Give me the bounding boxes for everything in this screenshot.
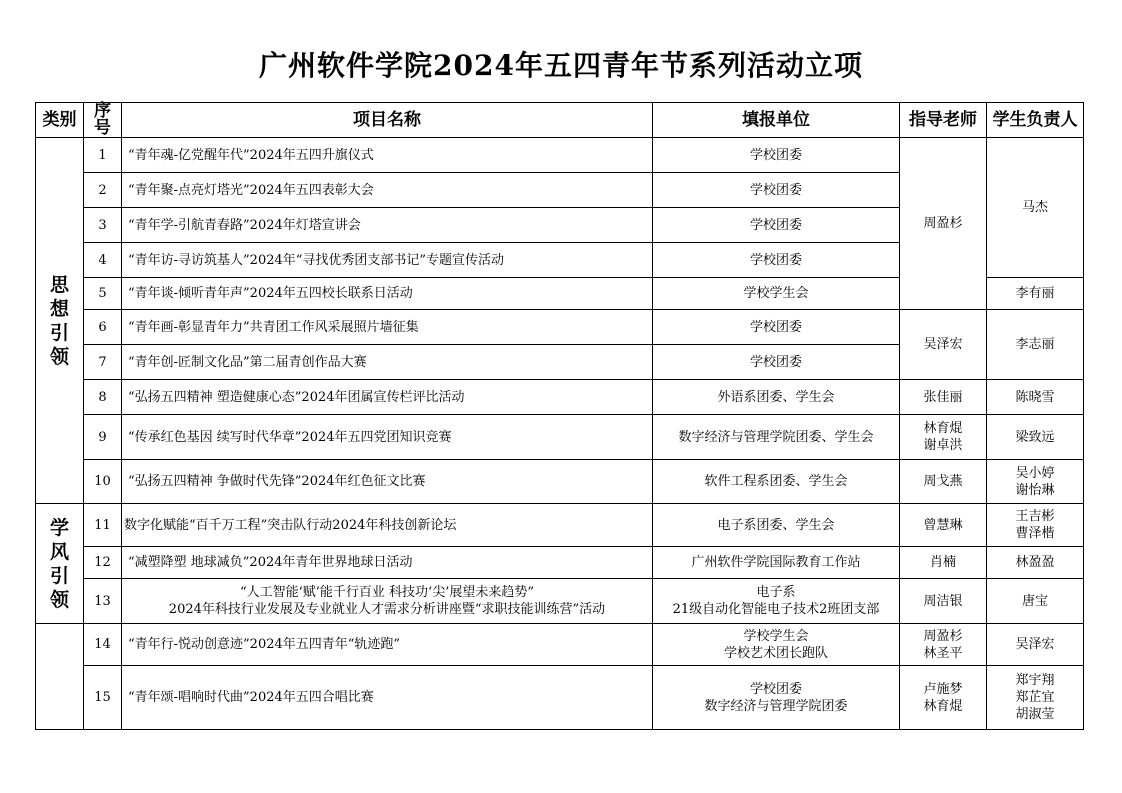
row-number: 15 <box>84 666 122 730</box>
row-number: 5 <box>84 278 122 310</box>
student: 马杰 <box>987 138 1084 278</box>
project-table <box>35 102 1084 730</box>
row-number: 2 <box>84 173 122 208</box>
project-name: “青年聚-点亮灯塔光”2024年五四表彰大会 <box>122 173 653 208</box>
project-name: “青年创-匠制文化品”第二届青创作品大赛 <box>122 345 653 380</box>
unit: 学校学生会 <box>653 278 900 310</box>
student: 郑宇翔 郑芷宜 胡淑莹 <box>987 666 1084 730</box>
unit: 学校团委 <box>653 208 900 243</box>
category-other <box>36 624 84 730</box>
teacher: 周盈杉 林圣平 <box>900 624 987 666</box>
teacher: 曾慧琳 <box>900 504 987 547</box>
teacher: 周戈燕 <box>900 460 987 504</box>
project-name: “青年行-悦动创意迹”2024年五四青年“轨迹跑” <box>122 624 653 666</box>
header-teacher: 指导老师 <box>900 103 987 138</box>
student: 王吉彬 曹泽楷 <box>987 504 1084 547</box>
student: 林盈盈 <box>987 547 1084 579</box>
row-number: 4 <box>84 243 122 278</box>
unit: 学校团委 <box>653 243 900 278</box>
project-name: “减塑降塑 地球减负”2024年青年世界地球日活动 <box>122 547 653 579</box>
project-name: “青年颂-唱响时代曲”2024年五四合唱比赛 <box>122 666 653 730</box>
category-study: 学 风 引 领 <box>36 504 84 624</box>
page-title: 广州软件学院2024年五四青年节系列活动立项 <box>259 49 863 82</box>
project-name: “弘扬五四精神 塑造健康心态”2024年团属宣传栏评比活动 <box>122 380 653 415</box>
project-name: “人工智能‘赋’能千行百业 科技功‘尖’展望未来趋势” 2024年科技行业发展及专业就业人才需求分析讲座暨“求职技能训练营”活动 <box>122 579 653 624</box>
table-row <box>36 310 1084 345</box>
row-number: 14 <box>84 624 122 666</box>
table-row <box>36 460 1084 504</box>
table-row <box>36 666 1084 730</box>
table-header-row <box>36 103 1084 138</box>
table-row <box>36 380 1084 415</box>
header-category: 类别 <box>36 103 84 138</box>
unit: 学校团委 <box>653 345 900 380</box>
table-row <box>36 504 1084 547</box>
table-row <box>36 415 1084 460</box>
row-number: 9 <box>84 415 122 460</box>
table-row <box>36 547 1084 579</box>
student: 李志丽 <box>987 310 1084 380</box>
row-number: 8 <box>84 380 122 415</box>
unit: 外语系团委、学生会 <box>653 380 900 415</box>
row-number: 3 <box>84 208 122 243</box>
student: 唐宝 <box>987 579 1084 624</box>
table-row <box>36 624 1084 666</box>
header-student: 学生负责人 <box>987 103 1084 138</box>
teacher: 周洁银 <box>900 579 987 624</box>
student: 陈晓雪 <box>987 380 1084 415</box>
row-number: 12 <box>84 547 122 579</box>
project-name: “青年画-彰显青年力”共青团工作风采展照片墙征集 <box>122 310 653 345</box>
row-number: 1 <box>84 138 122 173</box>
header-number: 序号 <box>84 103 122 138</box>
project-name: “青年访-寻访筑基人”2024年“寻找优秀团支部书记”专题宣传活动 <box>122 243 653 278</box>
student: 吴泽宏 <box>987 624 1084 666</box>
teacher: 林育焜 谢卓洪 <box>900 415 987 460</box>
category-thought: 思 想 引 领 <box>36 138 84 504</box>
student: 梁致远 <box>987 415 1084 460</box>
row-number: 6 <box>84 310 122 345</box>
student: 李有丽 <box>987 278 1084 310</box>
header-unit: 填报单位 <box>653 103 900 138</box>
project-name: “青年谈-倾听青年声”2024年五四校长联系日活动 <box>122 278 653 310</box>
project-name: “青年学-引航青春路”2024年灯塔宣讲会 <box>122 208 653 243</box>
row-number: 13 <box>84 579 122 624</box>
unit: 学校团委 <box>653 310 900 345</box>
teacher: 肖楠 <box>900 547 987 579</box>
project-name: 数字化赋能“百千万工程”突击队行动2024年科技创新论坛 <box>122 504 653 547</box>
student: 吴小婷 谢怡琳 <box>987 460 1084 504</box>
unit: 软件工程系团委、学生会 <box>653 460 900 504</box>
project-name: “传承红色基因 续写时代华章”2024年五四党团知识竞赛 <box>122 415 653 460</box>
unit: 电子系团委、学生会 <box>653 504 900 547</box>
teacher: 张佳丽 <box>900 380 987 415</box>
table-row <box>36 579 1084 624</box>
unit: 学校团委 <box>653 173 900 208</box>
row-number: 11 <box>84 504 122 547</box>
header-project-name: 项目名称 <box>122 103 653 138</box>
teacher: 周盈杉 <box>900 138 987 310</box>
unit: 电子系 21级自动化智能电子技术2班团支部 <box>653 579 900 624</box>
teacher: 卢施梦 林育焜 <box>900 666 987 730</box>
teacher: 吴泽宏 <box>900 310 987 380</box>
table-row <box>36 138 1084 173</box>
unit: 学校团委 <box>653 138 900 173</box>
unit: 广州软件学院国际教育工作站 <box>653 547 900 579</box>
unit: 学校团委 数字经济与管理学院团委 <box>653 666 900 730</box>
unit: 数字经济与管理学院团委、学生会 <box>653 415 900 460</box>
project-name: “弘扬五四精神 争做时代先锋”2024年红色征文比赛 <box>122 460 653 504</box>
project-name: “青年魂-亿党醒年代”2024年五四升旗仪式 <box>122 138 653 173</box>
unit: 学校学生会 学校艺术团长跑队 <box>653 624 900 666</box>
row-number: 10 <box>84 460 122 504</box>
row-number: 7 <box>84 345 122 380</box>
